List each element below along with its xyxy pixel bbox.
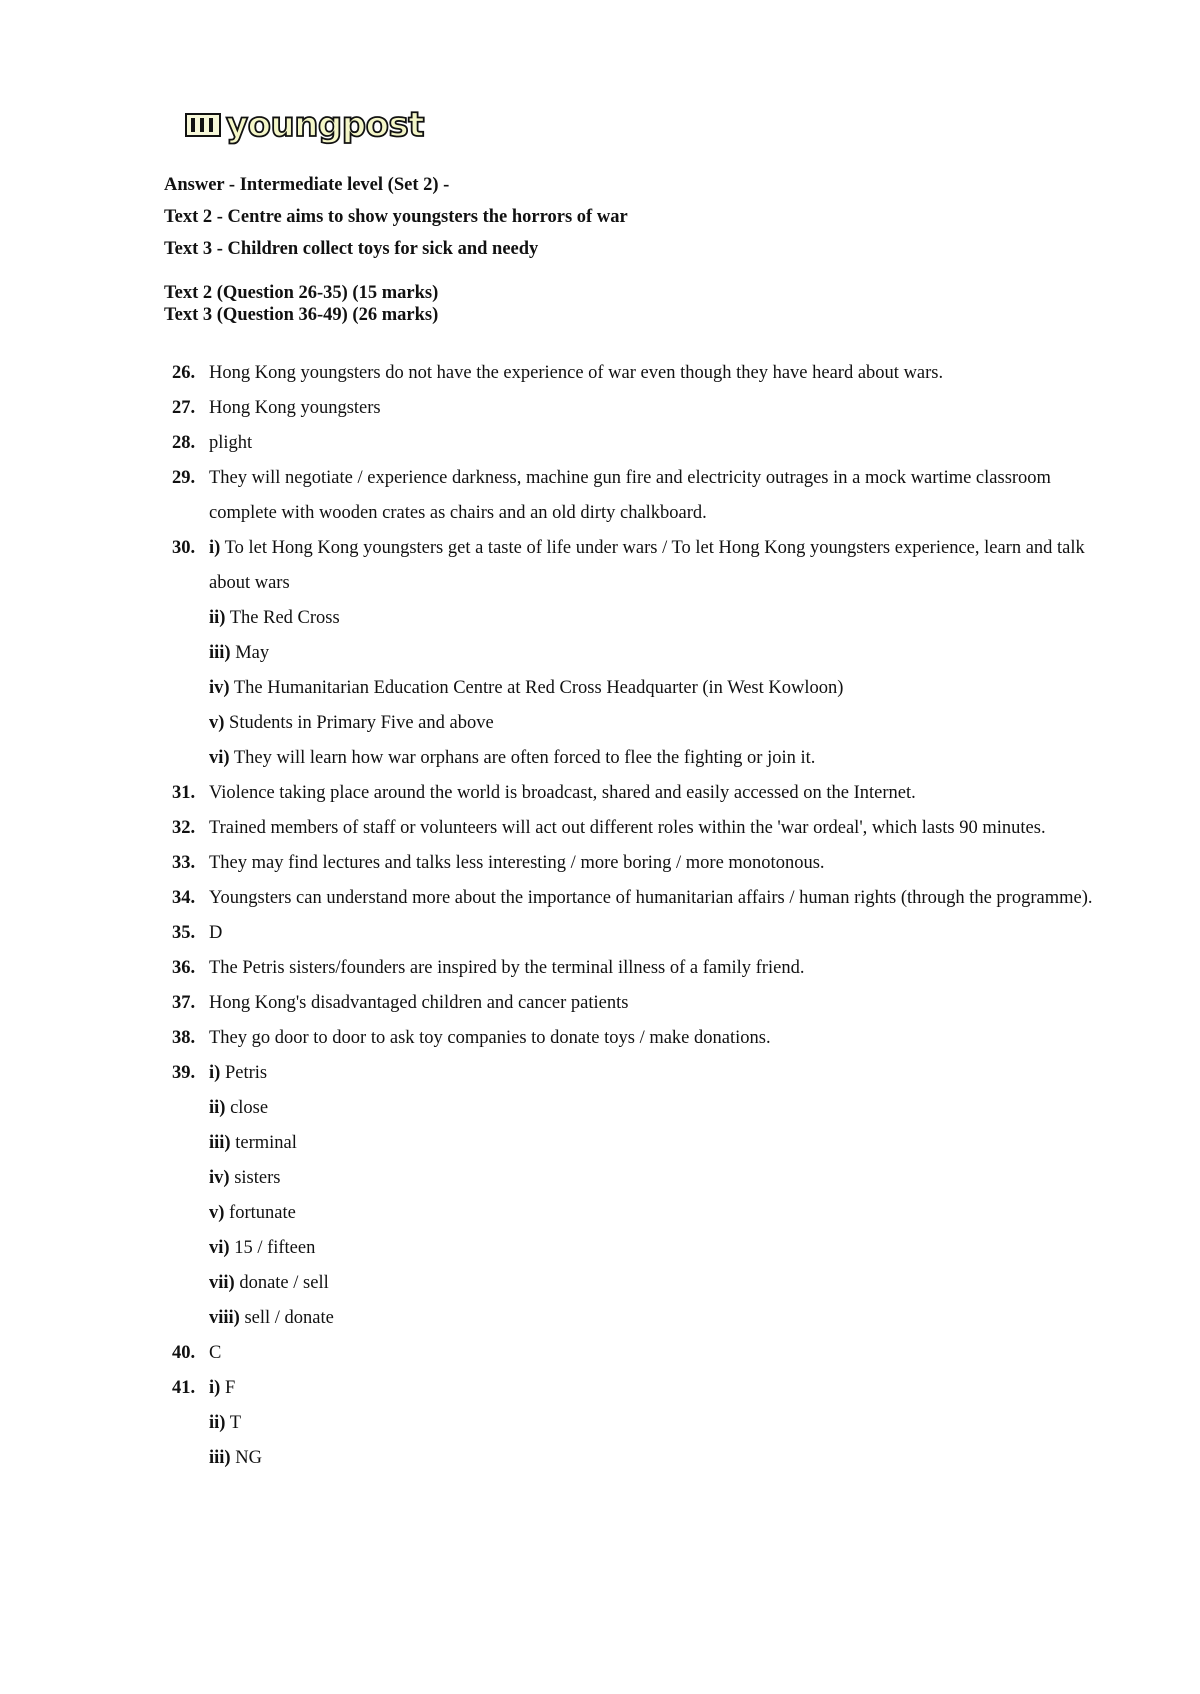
sub-answer-text: To let Hong Kong youngsters get a taste of life under wars / To let Hong Kong youngsters experience, learn and talk about wars bbox=[209, 538, 1085, 593]
sub-answer-text: NG bbox=[235, 1448, 262, 1468]
answer-text: plight bbox=[209, 433, 253, 453]
sub-answer-text: The Red Cross bbox=[229, 608, 340, 628]
question-number: 32. bbox=[172, 818, 196, 838]
sub-answer bbox=[209, 1126, 1094, 1161]
sub-answer-label: ii) bbox=[209, 608, 226, 628]
sub-answer bbox=[209, 1056, 1094, 1091]
answer-item bbox=[164, 1371, 1094, 1476]
answer-text: They will negotiate / experience darkness, machine gun fire and electricity outrages in a mock wartime classroom complete with wooden crates as chairs and an old dirty chalkboard. bbox=[209, 468, 1051, 523]
question-number: 30. bbox=[172, 538, 196, 558]
answer-list bbox=[164, 356, 1094, 1476]
sub-answer bbox=[209, 706, 1094, 741]
question-number: 33. bbox=[172, 853, 196, 873]
question-number: 37. bbox=[172, 993, 196, 1013]
sub-answer-label: iii) bbox=[209, 1448, 231, 1468]
logo-wordmark: youngpost bbox=[226, 105, 424, 145]
question-number: 38. bbox=[172, 1028, 196, 1048]
question-number: 27. bbox=[172, 398, 196, 418]
sub-answer-label: v) bbox=[209, 713, 225, 733]
text2-title: Text 2 - Centre aims to show youngsters the horrors of war bbox=[164, 207, 628, 227]
sub-answer bbox=[209, 1371, 1094, 1406]
sub-answer-text: The Humanitarian Education Centre at Red Cross Headquarter (in West Kowloon) bbox=[233, 678, 844, 698]
question-number: 35. bbox=[172, 923, 196, 943]
answer-text: D bbox=[209, 923, 223, 943]
answer-text: C bbox=[209, 1343, 222, 1363]
question-number: 26. bbox=[172, 363, 196, 383]
sub-answer bbox=[209, 531, 1094, 601]
question-number: 39. bbox=[172, 1063, 196, 1083]
sub-answer-text: close bbox=[230, 1098, 269, 1118]
sub-answer bbox=[209, 1441, 1094, 1476]
answer-item bbox=[164, 356, 1094, 391]
sub-answer-text: May bbox=[235, 643, 270, 663]
answer-text: The Petris sisters/founders are inspired by the terminal illness of a family friend. bbox=[209, 958, 805, 978]
sub-answer-label: iii) bbox=[209, 643, 231, 663]
question-number: 41. bbox=[172, 1378, 196, 1398]
answer-heading: Answer - Intermediate level (Set 2) - bbox=[164, 175, 450, 195]
answer-item bbox=[164, 461, 1094, 531]
sub-answer-label: ii) bbox=[209, 1098, 226, 1118]
sub-answer-text: Students in Primary Five and above bbox=[229, 713, 494, 733]
sub-answer-label: i) bbox=[209, 1063, 221, 1083]
sub-answer bbox=[209, 1161, 1094, 1196]
answer-item bbox=[164, 776, 1094, 811]
sub-answer-text: They will learn how war orphans are often forced to flee the fighting or join it. bbox=[233, 748, 816, 768]
answer-item bbox=[164, 881, 1094, 916]
answer-text: Hong Kong's disadvantaged children and cancer patients bbox=[209, 993, 629, 1013]
sub-answer bbox=[209, 1196, 1094, 1231]
answer-item bbox=[164, 916, 1094, 951]
answer-item bbox=[164, 426, 1094, 461]
sub-answer-label: vi) bbox=[209, 1238, 230, 1258]
text3-marks: Text 3 (Question 36-49) (26 marks) bbox=[164, 305, 439, 325]
sub-answer bbox=[209, 671, 1094, 706]
sub-answer-label: vi) bbox=[209, 748, 230, 768]
sub-answer bbox=[209, 1231, 1094, 1266]
answer-item bbox=[164, 986, 1094, 1021]
sub-answer-label: iv) bbox=[209, 678, 230, 698]
answer-text: Hong Kong youngsters bbox=[209, 398, 381, 418]
sub-answer-label: viii) bbox=[209, 1308, 240, 1328]
question-number: 31. bbox=[172, 783, 196, 803]
sub-answer-text: T bbox=[229, 1413, 242, 1433]
sub-answer bbox=[209, 741, 1094, 776]
answer-item bbox=[164, 1021, 1094, 1056]
sub-answer-text: sisters bbox=[234, 1168, 281, 1188]
sub-answer-label: vii) bbox=[209, 1273, 235, 1293]
sub-answer bbox=[209, 601, 1094, 636]
sub-answer-text: Petris bbox=[224, 1063, 268, 1083]
answer-item bbox=[164, 811, 1094, 846]
sub-answer-label: ii) bbox=[209, 1413, 226, 1433]
answer-item bbox=[164, 1336, 1094, 1371]
youngpost-logo bbox=[184, 100, 454, 150]
sub-answer-text: donate / sell bbox=[239, 1273, 329, 1293]
answer-text: They may find lectures and talks less interesting / more boring / more monotonous. bbox=[209, 853, 825, 873]
logo-mark-icon bbox=[186, 114, 220, 136]
sub-answer-text: sell / donate bbox=[244, 1308, 334, 1328]
sub-answer-text: 15 / fifteen bbox=[234, 1238, 316, 1258]
sub-answer-label: i) bbox=[209, 1378, 221, 1398]
question-number: 28. bbox=[172, 433, 196, 453]
sub-answer-label: i) bbox=[209, 538, 221, 558]
question-number: 40. bbox=[172, 1343, 196, 1363]
question-number: 36. bbox=[172, 958, 196, 978]
answer-item bbox=[164, 1056, 1094, 1336]
answer-item bbox=[164, 531, 1094, 776]
answer-text: Youngsters can understand more about the importance of humanitarian affairs / human rights (through the programme). bbox=[209, 888, 1093, 908]
answer-text: They go door to door to ask toy companies to donate toys / make donations. bbox=[209, 1028, 771, 1048]
answer-item bbox=[164, 951, 1094, 986]
sub-answer bbox=[209, 1266, 1094, 1301]
answer-text: Violence taking place around the world is broadcast, shared and easily accessed on the Internet. bbox=[209, 783, 916, 803]
question-number: 34. bbox=[172, 888, 196, 908]
sub-answer bbox=[209, 636, 1094, 671]
sub-answer-label: iv) bbox=[209, 1168, 230, 1188]
sub-answer bbox=[209, 1406, 1094, 1441]
sub-answer-label: v) bbox=[209, 1203, 225, 1223]
text3-title: Text 3 - Children collect toys for sick and needy bbox=[164, 239, 539, 259]
answer-item bbox=[164, 391, 1094, 426]
text2-marks: Text 2 (Question 26-35) (15 marks) bbox=[164, 283, 439, 303]
sub-answer bbox=[209, 1301, 1094, 1336]
answer-text: Trained members of staff or volunteers will act out different roles within the 'war ordeal', which lasts 90 minutes. bbox=[209, 818, 1046, 838]
answer-text: Hong Kong youngsters do not have the experience of war even though they have heard about wars. bbox=[209, 363, 944, 383]
sub-answer-text: fortunate bbox=[229, 1203, 296, 1223]
sub-answer-text: F bbox=[224, 1378, 236, 1398]
question-number: 29. bbox=[172, 468, 196, 488]
sub-answer-text: terminal bbox=[235, 1133, 297, 1153]
sub-answer bbox=[209, 1091, 1094, 1126]
sub-answer-label: iii) bbox=[209, 1133, 231, 1153]
answer-item bbox=[164, 846, 1094, 881]
